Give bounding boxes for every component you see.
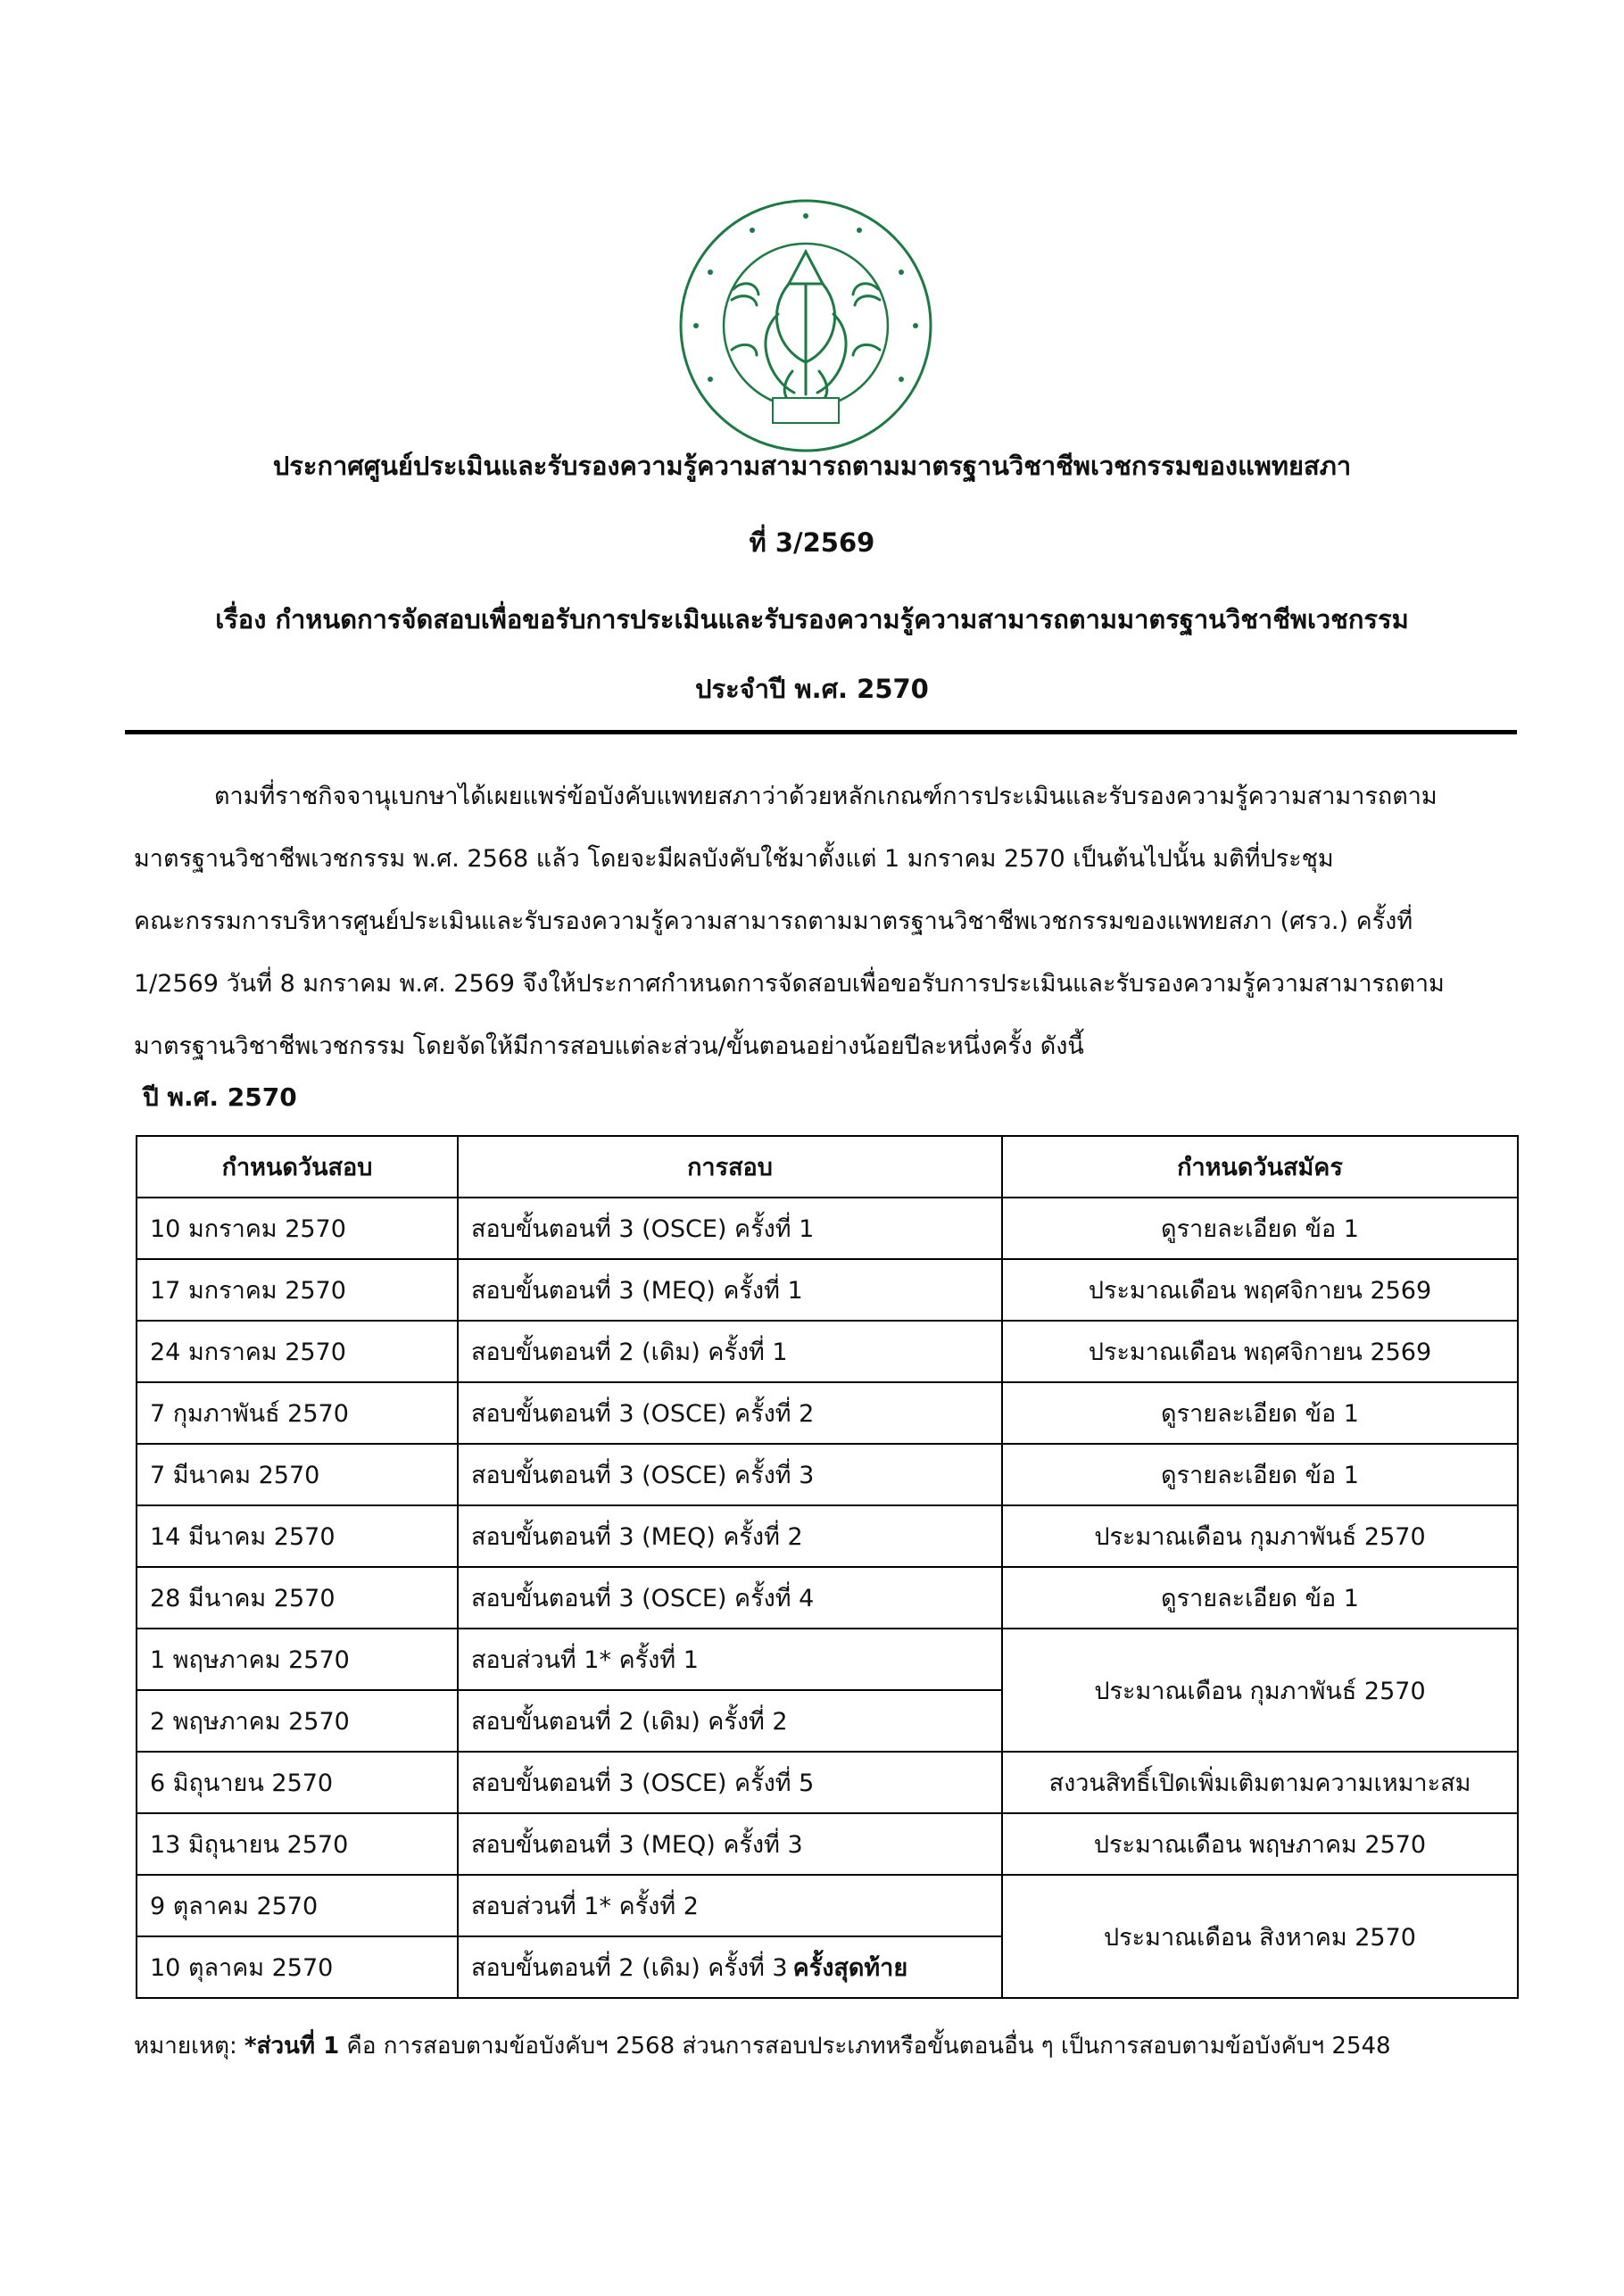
- exam-text: สอบขั้นตอนที่ 2 (เดิม) ครั้งที่ 3: [471, 1954, 788, 1982]
- table-row: [137, 1321, 1518, 1382]
- table-row: [137, 1752, 1518, 1813]
- announcement-year: ประจำปี พ.ศ. 2570: [695, 674, 929, 704]
- table-row: [137, 1505, 1518, 1567]
- exam-cell: สอบขั้นตอนที่ 3 (OSCE) ครั้งที่ 2: [458, 1382, 1002, 1444]
- exam-cell: สอบขั้นตอนที่ 3 (MEQ) ครั้งที่ 1: [458, 1259, 1002, 1321]
- tmc-seal-logo: [676, 196, 935, 455]
- table-row: [137, 1567, 1518, 1629]
- registration-cell: ดูรายละเอียด ข้อ 1: [1002, 1198, 1518, 1259]
- exam-date-cell: 28 มีนาคม 2570: [137, 1567, 458, 1629]
- exam-date-cell: 1 พฤษภาคม 2570: [137, 1629, 458, 1690]
- table-row: [137, 1875, 1518, 1936]
- exam-schedule-table: [136, 1135, 1519, 1999]
- exam-cell: สอบขั้นตอนที่ 3 (OSCE) ครั้งที่ 3: [458, 1444, 1002, 1505]
- registration-cell: ประมาณเดือน กุมภาพันธ์ 2570: [1002, 1505, 1518, 1567]
- body-line: คณะกรรมการบริหารศูนย์ประเมินและรับรองความรู้ความสามารถตามมาตรฐานวิชาชีพเวชกรรมของแพทยสภา (ศรว.) ครั้งที่: [134, 908, 1413, 935]
- table-header-row: [137, 1136, 1518, 1198]
- exam-cell: [458, 1936, 1002, 1998]
- header-exam: การสอบ: [458, 1136, 1002, 1198]
- exam-date-cell: 13 มิถุนายน 2570: [137, 1813, 458, 1875]
- exam-cell: สอบส่วนที่ 1* ครั้งที่ 2: [458, 1875, 1002, 1936]
- registration-cell: สงวนสิทธิ์เปิดเพิ่มเติมตามความเหมาะสม: [1002, 1752, 1518, 1813]
- table-row: [137, 1813, 1518, 1875]
- registration-cell: ดูรายละเอียด ข้อ 1: [1002, 1567, 1518, 1629]
- exam-cell: สอบขั้นตอนที่ 3 (OSCE) ครั้งที่ 5: [458, 1752, 1002, 1813]
- exam-date-cell: 10 มกราคม 2570: [137, 1198, 458, 1259]
- announcement-number: ที่ 3/2569: [749, 527, 875, 558]
- exam-cell: สอบขั้นตอนที่ 3 (MEQ) ครั้งที่ 2: [458, 1505, 1002, 1567]
- footnote: [134, 2027, 1391, 2064]
- announcement-title: ประกาศศูนย์ประเมินและรับรองความรู้ความสามารถตามมาตรฐานวิชาชีพเวชกรรมของแพทยสภา: [272, 451, 1352, 481]
- table-row: [137, 1382, 1518, 1444]
- header-divider: [125, 730, 1517, 734]
- exam-cell: สอบขั้นตอนที่ 3 (OSCE) ครั้งที่ 1: [458, 1198, 1002, 1259]
- exam-cell: สอบส่วนที่ 1* ครั้งที่ 1: [458, 1629, 1002, 1690]
- table-row: [137, 1629, 1518, 1690]
- exam-cell: สอบขั้นตอนที่ 3 (MEQ) ครั้งที่ 3: [458, 1813, 1002, 1875]
- header-exam-date: กำหนดวันสอบ: [137, 1136, 458, 1198]
- footnote-text: คือ การสอบตามข้อบังคับฯ 2568 ส่วนการสอบประเภทหรือขั้นตอนอื่น ๆ เป็นการสอบตามข้อบังคับฯ 2548: [339, 2033, 1391, 2060]
- schedule-year-label: ปี พ.ศ. 2570: [143, 1082, 297, 1112]
- announcement-subject: เรื่อง กำหนดการจัดสอบเพื่อขอรับการประเมินและรับรองความรู้ความสามารถตามมาตรฐานวิชาชีพเวชกรรม: [215, 604, 1409, 634]
- exam-date-cell: 2 พฤษภาคม 2570: [137, 1690, 458, 1752]
- registration-cell: ประมาณเดือน สิงหาคม 2570: [1002, 1875, 1518, 1998]
- footnote-term: *ส่วนที่ 1: [244, 2033, 340, 2060]
- exam-date-cell: 17 มกราคม 2570: [137, 1259, 458, 1321]
- exam-date-cell: 7 กุมภาพันธ์ 2570: [137, 1382, 458, 1444]
- exam-date-cell: 9 ตุลาคม 2570: [137, 1875, 458, 1936]
- registration-cell: ประมาณเดือน กุมภาพันธ์ 2570: [1002, 1629, 1518, 1752]
- exam-date-cell: 14 มีนาคม 2570: [137, 1505, 458, 1567]
- exam-date-cell: 7 มีนาคม 2570: [137, 1444, 458, 1505]
- body-line: มาตรฐานวิชาชีพเวชกรรม พ.ศ. 2568 แล้ว โดยจะมีผลบังคับใช้มาตั้งแต่ 1 มกราคม 2570 เป็นต้นไปนั้น มติที่ประชุม: [134, 845, 1334, 873]
- header-registration: กำหนดวันสมัคร: [1002, 1136, 1518, 1198]
- exam-date-cell: 6 มิถุนายน 2570: [137, 1752, 458, 1813]
- table-row: [137, 1198, 1518, 1259]
- footnote-prefix: หมายเหตุ:: [134, 2033, 245, 2060]
- exam-cell: สอบขั้นตอนที่ 3 (OSCE) ครั้งที่ 4: [458, 1567, 1002, 1629]
- table-row: [137, 1444, 1518, 1505]
- body-line: มาตรฐานวิชาชีพเวชกรรม โดยจัดให้มีการสอบแต่ละส่วน/ขั้นตอนอย่างน้อยปีละหนึ่งครั้ง ดังนี้: [134, 1032, 1084, 1060]
- body-line: 1/2569 วันที่ 8 มกราคม พ.ศ. 2569 จึงให้ประกาศกำหนดการจัดสอบเพื่อขอรับการประเมินและรับรองความรู้ความสามารถตาม: [134, 970, 1445, 998]
- exam-cell: สอบขั้นตอนที่ 2 (เดิม) ครั้งที่ 2: [458, 1690, 1002, 1752]
- registration-cell: ประมาณเดือน พฤษภาคม 2570: [1002, 1813, 1518, 1875]
- registration-cell: ประมาณเดือน พฤศจิกายน 2569: [1002, 1321, 1518, 1382]
- table-row: [137, 1259, 1518, 1321]
- body-line: ตามที่ราชกิจจานุเบกษาได้เผยแพร่ข้อบังคับแพทยสภาว่าด้วยหลักเกณฑ์การประเมินและรับรองความรู้ความสามารถตาม: [214, 783, 1438, 810]
- registration-cell: ประมาณเดือน พฤศจิกายน 2569: [1002, 1259, 1518, 1321]
- body-paragraph: [134, 766, 1512, 1078]
- exam-cell: สอบขั้นตอนที่ 2 (เดิม) ครั้งที่ 1: [458, 1321, 1002, 1382]
- final-round-label: ครั้งสุดท้าย: [792, 1954, 908, 1982]
- exam-date-cell: 10 ตุลาคม 2570: [137, 1936, 458, 1998]
- exam-date-cell: 24 มกราคม 2570: [137, 1321, 458, 1382]
- registration-cell: ดูรายละเอียด ข้อ 1: [1002, 1444, 1518, 1505]
- registration-cell: ดูรายละเอียด ข้อ 1: [1002, 1382, 1518, 1444]
